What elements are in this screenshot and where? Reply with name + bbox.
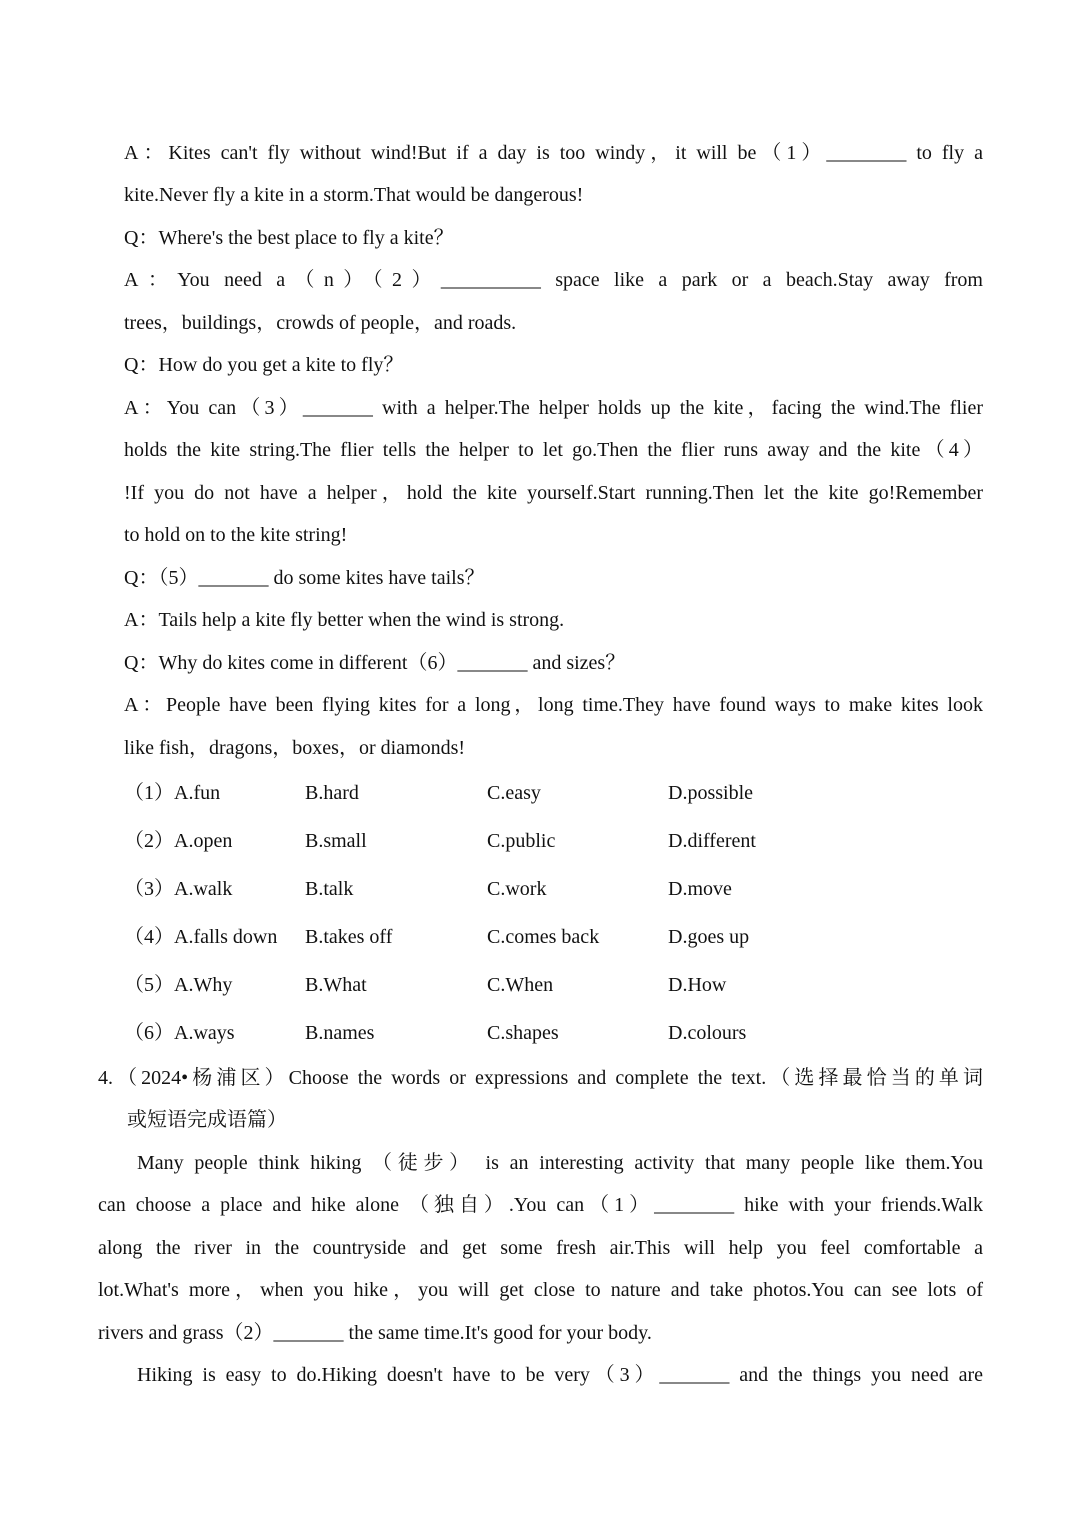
option-d[interactable]: D.possible xyxy=(668,782,753,804)
option-row xyxy=(124,923,984,951)
option-a[interactable]: （3）A.walk xyxy=(124,878,233,900)
option-a[interactable]: （5）A.Why xyxy=(124,974,233,996)
option-d[interactable]: D.different xyxy=(668,830,756,852)
option-d[interactable]: D.move xyxy=(668,878,732,900)
passage-line: rivers and grass（2）_______ the same time.It's good for your body. xyxy=(98,1322,652,1344)
option-c[interactable]: C.shapes xyxy=(487,1022,559,1044)
option-a[interactable]: （2）A.open xyxy=(124,830,233,852)
dialogue-line: like fish，dragons，boxes，or diamonds! xyxy=(124,737,466,759)
dialogue-line: A：You can（3）_______ with a helper.The helper holds up the kite，facing the wind.The flier xyxy=(124,397,983,419)
passage-line: lot.What's more，when you hike，you will get close to nature and take photos.You can see lots of xyxy=(98,1279,983,1301)
option-row xyxy=(124,1019,984,1047)
dialogue-line: Q：（5）_______ do some kites have tails？ xyxy=(124,567,485,589)
dialogue-line: !If you do not have a helper，hold the kite yourself.Start running.Then let the kite go!Remember xyxy=(124,482,983,504)
option-b[interactable]: B.hard xyxy=(305,782,359,804)
option-c[interactable]: C.comes back xyxy=(487,926,600,948)
option-row xyxy=(124,779,984,807)
option-a[interactable]: （6）A.ways xyxy=(124,1022,235,1044)
dialogue-line: Q：Why do kites come in different（6）_______ and sizes？ xyxy=(124,652,626,674)
option-c[interactable]: C.public xyxy=(487,830,556,852)
dialogue-line: trees，buildings，crowds of people，and roads. xyxy=(124,312,517,334)
dialogue-line: A：People have been flying kites for a long，long time.They have found ways to make kites look xyxy=(124,694,983,716)
dialogue-line: A：You need a（n）（2）__________ space like a park or a beach.Stay away from xyxy=(124,269,983,291)
dialogue-line: A：Kites can't fly without wind!But if a day is too windy，it will be（1）________ to fly a xyxy=(124,142,983,164)
dialogue-line: to hold on to the kite string! xyxy=(124,524,348,546)
option-c[interactable]: C.work xyxy=(487,878,547,900)
option-row xyxy=(124,827,984,855)
question-header: 4.（2024•杨浦区）Choose the words or expressions and complete the text.（选择最恰当的单词 xyxy=(98,1067,983,1089)
option-b[interactable]: B.takes off xyxy=(305,926,393,948)
option-row xyxy=(124,971,984,999)
passage-line: Many people think hiking （徒步） is an interesting activity that many people like them.You xyxy=(137,1152,983,1174)
dialogue-line: holds the kite string.The flier tells the helper to let go.Then the flier runs away and the kite（4） xyxy=(124,439,983,461)
option-d[interactable]: D.How xyxy=(668,974,727,996)
option-c[interactable]: C.When xyxy=(487,974,554,996)
option-b[interactable]: B.talk xyxy=(305,878,354,900)
option-d[interactable]: D.goes up xyxy=(668,926,750,948)
dialogue-line: A：Tails help a kite fly better when the wind is strong. xyxy=(124,609,565,631)
dialogue-line: Q：How do you get a kite to fly？ xyxy=(124,354,404,376)
option-d[interactable]: D.colours xyxy=(668,1022,747,1044)
option-row xyxy=(124,875,984,903)
option-a[interactable]: （4）A.falls down xyxy=(124,926,278,948)
passage-line: Hiking is easy to do.Hiking doesn't have to be very（3）_______ and the things you need are xyxy=(137,1364,983,1386)
option-c[interactable]: C.easy xyxy=(487,782,541,804)
option-b[interactable]: B.names xyxy=(305,1022,375,1044)
passage-line: along the river in the countryside and get some fresh air.This will help you feel comfortable a xyxy=(98,1237,983,1259)
dialogue-line: Q：Where's the best place to fly a kite？ xyxy=(124,227,454,249)
option-b[interactable]: B.What xyxy=(305,974,367,996)
option-a[interactable]: （1）A.fun xyxy=(124,782,221,804)
passage-line: can choose a place and hike alone （独自）.You can（1）________ hike with your friends.Walk xyxy=(98,1194,983,1216)
dialogue-line: kite.Never fly a kite in a storm.That would be dangerous! xyxy=(124,184,584,206)
option-b[interactable]: B.small xyxy=(305,830,367,852)
question-header: 或短语完成语篇） xyxy=(127,1109,287,1131)
